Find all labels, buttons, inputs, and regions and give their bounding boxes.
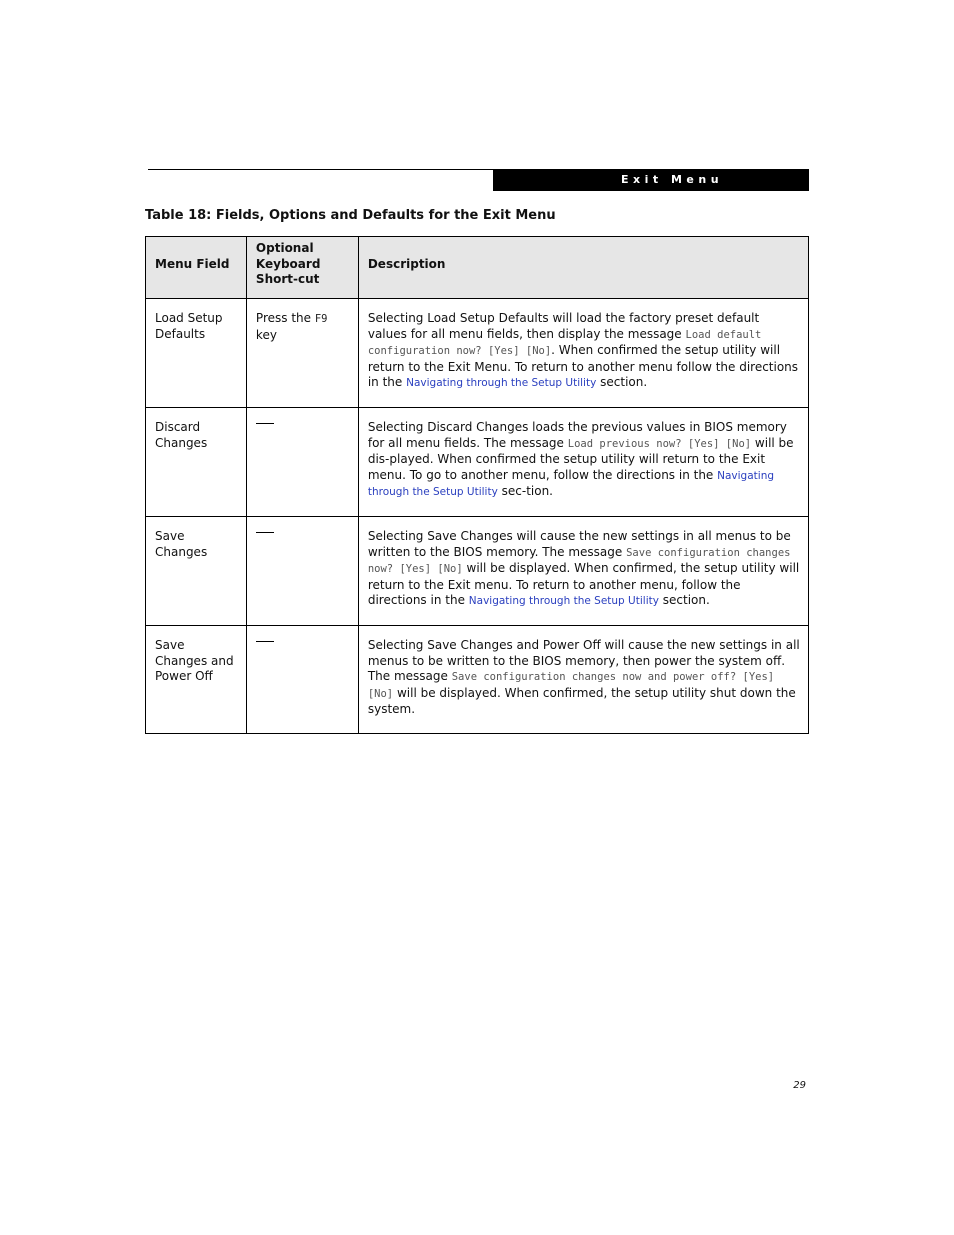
table-row [146, 516, 809, 625]
table-header-row [146, 237, 809, 299]
setup-message: Save configuration changes now and power off? [Yes] [No] [367, 671, 775, 700]
navigating-setup-utility-link[interactable]: Navigating through the Setup Utility [406, 377, 597, 390]
table-row [146, 625, 809, 733]
shortcut-cell [246, 625, 358, 733]
column-header-description: Description [358, 237, 808, 299]
menu-field-cell [146, 407, 247, 516]
description-text: will be displayed. When confirmed, the setup utility will return to the Exit menu. To return to another menu, follow the directions in the [367, 561, 800, 608]
table-row [146, 299, 809, 408]
section-label: Exit Menu [621, 173, 724, 186]
description-text: sec-tion. [501, 484, 553, 499]
shortcut-cell [246, 299, 358, 408]
shortcut-cell [246, 407, 358, 516]
description-text: . When confirmed the setup utility will return to the Exit Menu. To return to another menu follow the directions in the [367, 343, 799, 390]
menu-field-label: Save Changes [155, 528, 208, 559]
description-cell [358, 625, 808, 733]
shortcut-text-pre: Press the [255, 311, 312, 325]
description-text: Selecting Load Setup Defaults will load the factory preset default values for all menu fields, then display the message [367, 311, 760, 341]
description-text: section. [662, 593, 710, 608]
description-cell [358, 407, 808, 516]
no-shortcut-dash [256, 641, 274, 642]
description-text: Selecting Save Changes and Power Off will cause the new settings in all menus to be written to the BIOS memory, then power the system off. The message [367, 637, 800, 684]
menu-field-cell [146, 625, 247, 733]
description-cell [358, 299, 808, 408]
no-shortcut-dash [256, 532, 274, 533]
page-number: 29 [793, 1080, 806, 1091]
setup-message: Load default configuration now? [Yes] [No] [367, 328, 762, 358]
description-text: Selecting Discard Changes loads the previous values in BIOS memory for all menu fields. The message [367, 419, 787, 450]
navigating-setup-utility-link[interactable]: Navigating through the Setup Utility [367, 469, 775, 499]
description-text: will be displayed. When confirmed, the setup utility shut down the system. [367, 685, 796, 717]
description-text: Selecting Save Changes will cause the new settings in all menus to be written to the BIOS memory. The message [367, 528, 791, 559]
menu-field-label: Save Changes and Power Off [155, 637, 234, 684]
description-text: will be dis-played. When confirmed the setup utility will return to the Exit menu. To go to another menu, follow the directions in the [367, 435, 794, 482]
menu-field-label: Discard Changes [155, 419, 208, 450]
description-text: section. [600, 375, 648, 390]
column-header-shortcut: Optional Keyboard Short-cut [246, 237, 358, 299]
no-shortcut-dash [256, 423, 274, 424]
menu-field-cell [146, 516, 247, 625]
description-cell [358, 516, 808, 625]
menu-field-label: Load Setup Defaults [155, 311, 223, 341]
menu-field-cell [146, 299, 247, 408]
section-header-bar [493, 169, 809, 191]
setup-message: Save configuration changes now? [Yes] [No] [367, 546, 791, 576]
table-title: Table 18: Fields, Options and Defaults for the Exit Menu [145, 208, 556, 223]
column-header-menu-field: Menu Field [146, 237, 247, 299]
navigating-setup-utility-link[interactable]: Navigating through the Setup Utility [468, 595, 659, 608]
header-rule [148, 169, 493, 170]
shortcut-key: F9 [314, 313, 328, 325]
exit-menu-table [145, 236, 809, 734]
table-row [146, 407, 809, 516]
shortcut-text-post: key [255, 327, 277, 342]
shortcut-cell [246, 516, 358, 625]
setup-message: Load previous now? [Yes] [No] [567, 437, 752, 450]
